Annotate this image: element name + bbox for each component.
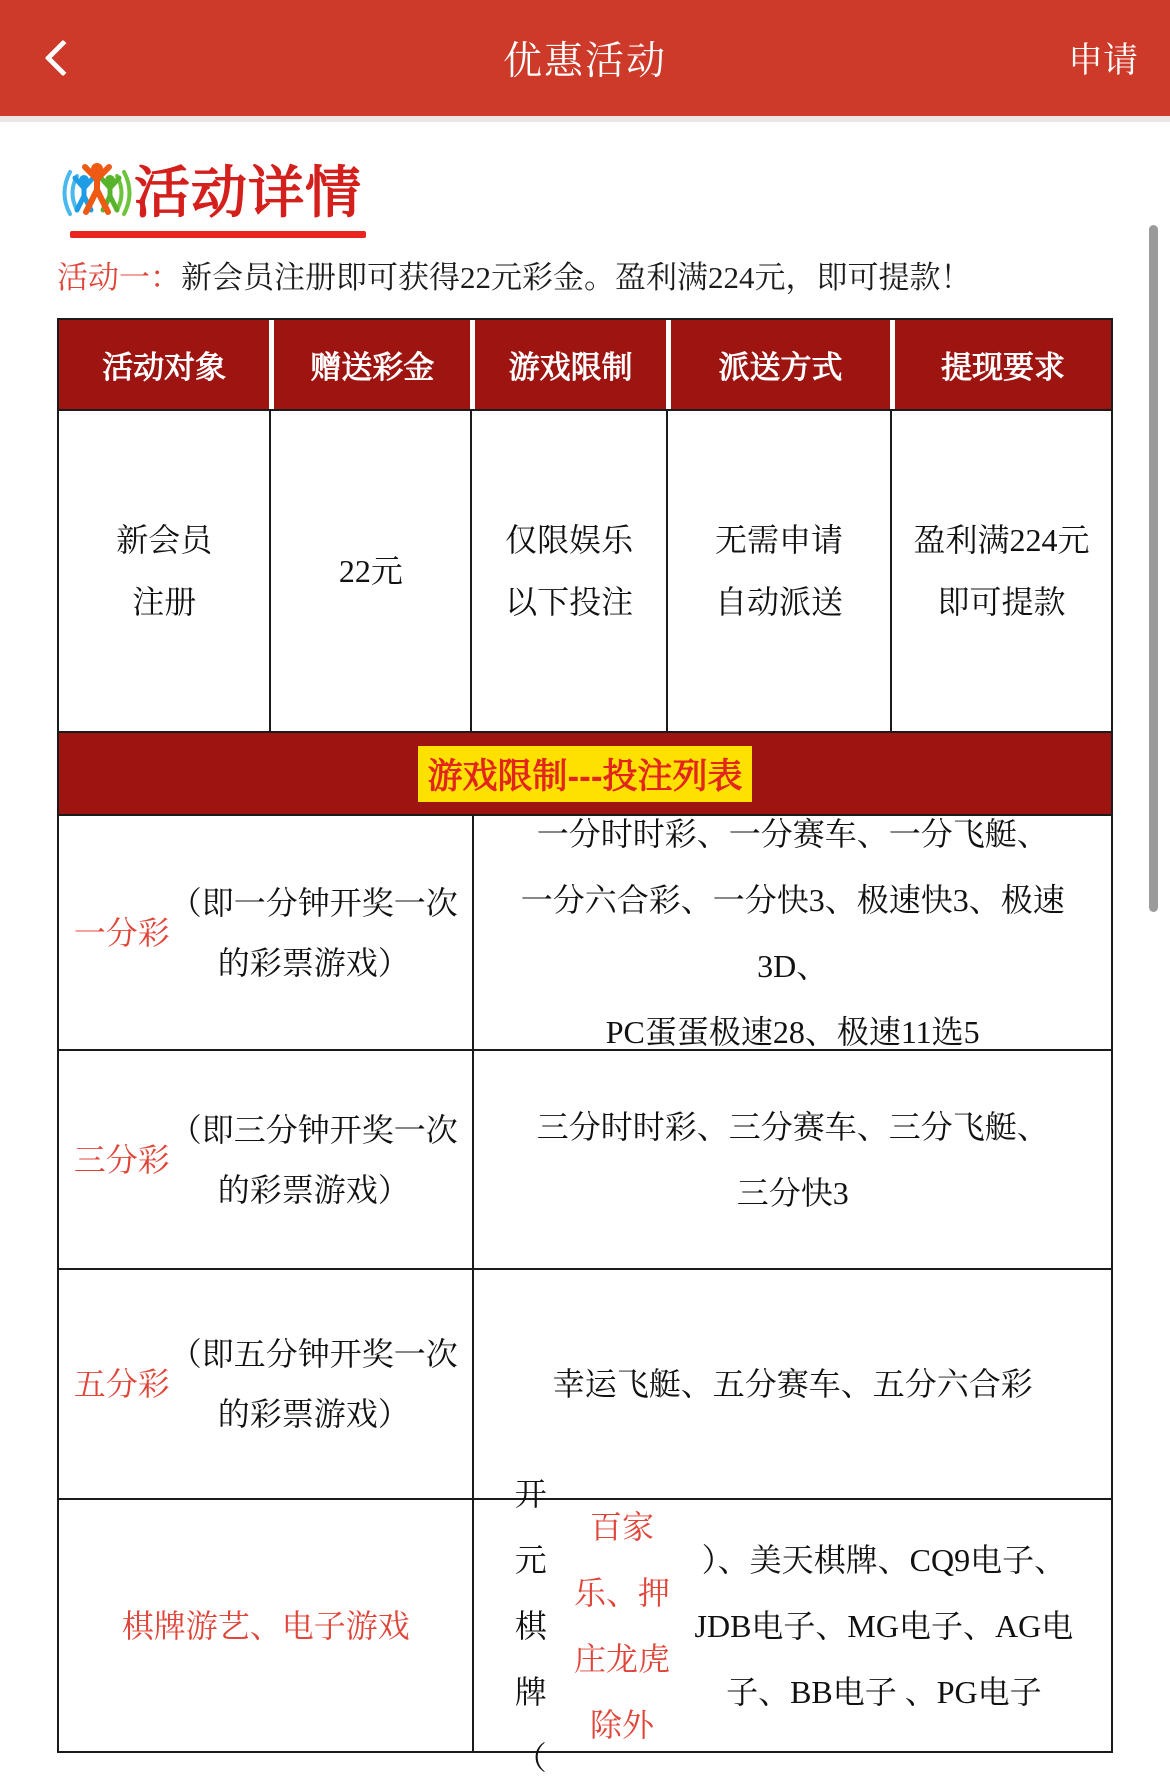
section-title: 活动详情 bbox=[134, 161, 362, 224]
cell-withdraw: 盈利满224元 即可提款 bbox=[890, 411, 1111, 731]
page-title: 优惠活动 bbox=[502, 40, 668, 83]
lottery-type-cell bbox=[59, 1270, 472, 1498]
col-header: 游戏限制 bbox=[470, 320, 666, 409]
games-list-excluded: 百家乐、押庄龙虎除外 bbox=[573, 1508, 670, 1743]
cell-target: 新会员 注册 bbox=[116, 522, 213, 620]
lottery-type-desc: （即一分钟开奖一次 的彩票游戏） bbox=[169, 884, 458, 981]
table-row bbox=[59, 409, 1111, 731]
activity-intro bbox=[57, 252, 1170, 297]
table-header-row bbox=[59, 320, 1111, 409]
lottery-type-desc: （即五分钟开奖一次 的彩票游戏） bbox=[169, 1336, 458, 1432]
col-header: 派送方式 bbox=[666, 320, 890, 409]
col-header: 提现要求 bbox=[890, 320, 1111, 409]
games-list-cell: 一分时时彩、一分赛车、一分飞艇、 一分六合彩、一分快3、极速快3、极速3D、 PC蛋蛋极速28、极速11选5 bbox=[472, 816, 1111, 1049]
chevron-left-icon bbox=[45, 40, 82, 77]
scrollbar-thumb[interactable] bbox=[1149, 225, 1158, 912]
lottery-type-name: 棋牌游艺、电子游戏 bbox=[121, 1607, 410, 1644]
cell-game-limit: 仅限娱乐 以下投注 bbox=[470, 411, 666, 731]
back-button[interactable] bbox=[44, 30, 90, 86]
banner-text: 游戏限制---投注列表 bbox=[418, 746, 753, 802]
table-row bbox=[59, 1049, 1111, 1268]
table-row bbox=[59, 1268, 1111, 1498]
promo-table bbox=[57, 318, 1113, 1776]
cell-delivery: 无需申请 自动派送 bbox=[666, 411, 890, 731]
activity-details-heading bbox=[60, 122, 1170, 238]
lottery-type-cell bbox=[59, 816, 472, 1049]
col-header: 活动对象 bbox=[102, 350, 227, 385]
app-bar bbox=[0, 0, 1170, 116]
games-list-cell: 三分时时彩、三分赛车、三分飞艇、 三分快3 bbox=[472, 1051, 1111, 1268]
games-list-prefix: 开元棋牌（ bbox=[514, 1475, 547, 1776]
lottery-type-cell bbox=[59, 1051, 472, 1268]
table-row bbox=[59, 814, 1111, 1049]
col-header: 赠送彩金 bbox=[269, 320, 470, 409]
lottery-type-cell bbox=[59, 1500, 472, 1751]
lottery-type-name: 五分彩 bbox=[73, 1366, 170, 1402]
activity-intro-label: 活动一： bbox=[57, 260, 181, 295]
lottery-type-name: 一分彩 bbox=[73, 914, 170, 951]
cell-bonus: 22元 bbox=[269, 411, 470, 731]
games-list-cell: 幸运飞艇、五分赛车、五分六合彩 bbox=[472, 1270, 1111, 1498]
lottery-type-name: 三分彩 bbox=[73, 1141, 170, 1178]
jumping-people-icon bbox=[60, 158, 134, 228]
table-row bbox=[59, 1475, 1111, 1776]
section-title-underline bbox=[70, 231, 366, 238]
lottery-type-desc: （即三分钟开奖一次 的彩票游戏） bbox=[169, 1111, 458, 1208]
activity-intro-text: 新会员注册即可获得22元彩金。盈利满224元，即可提款！ bbox=[181, 260, 972, 295]
games-list-cell bbox=[472, 1475, 1111, 1776]
games-list-suffix: ）、美天棋牌、CQ9电子、JDB电子、MG电子、AG电子、BB电子 、PG电子 bbox=[694, 1541, 1074, 1710]
apply-button[interactable]: 申请 bbox=[1067, 41, 1138, 80]
